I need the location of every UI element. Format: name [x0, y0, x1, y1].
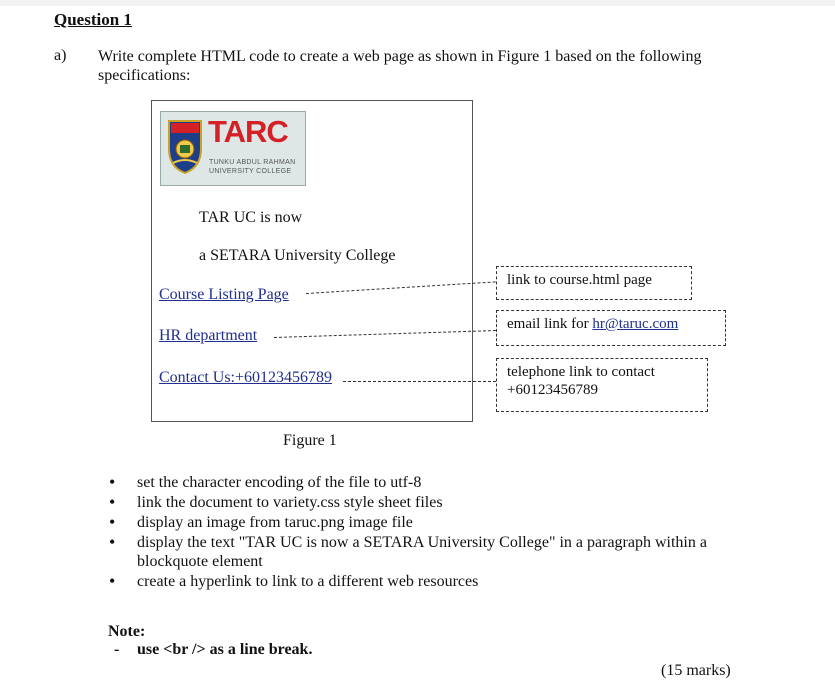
- connector-contact: [343, 381, 496, 382]
- callout-tel-line-2: +60123456789: [507, 382, 598, 398]
- marks-label: (15 marks): [661, 662, 731, 679]
- list-item: • display the text "TAR UC is now a SETARA University College" in a paragraph within a blockquote element: [108, 533, 748, 571]
- list-item: • display an image from taruc.png image file: [108, 513, 748, 532]
- callout-email-prefix: email link for: [507, 316, 593, 332]
- question-intro: Write complete HTML code to create a web page as shown in Figure 1 based on the following specifications:: [98, 48, 702, 84]
- crest-icon: [167, 119, 203, 175]
- figure-text-line-2: a SETARA University College: [199, 247, 396, 264]
- note-text: use <br /> as a line break.: [137, 641, 313, 658]
- logo-subtitle-2: UNIVERSITY COLLEGE: [209, 168, 292, 175]
- question-title: Question 1: [54, 10, 132, 29]
- logo-brand: TARC: [208, 114, 288, 149]
- page-top-bar: [0, 0, 835, 6]
- note-label: Note:: [108, 623, 146, 640]
- list-item: • create a hyperlink to link to a different web resources: [108, 572, 748, 591]
- hr-department-link[interactable]: HR department: [159, 327, 258, 344]
- callout-course-text: link to course.html page: [507, 272, 652, 288]
- specification-list: [108, 473, 748, 592]
- figure-text-line-1: TAR UC is now: [199, 209, 303, 226]
- contact-us-link[interactable]: Contact Us:+60123456789: [159, 369, 333, 386]
- callout-email-address: hr@taruc.com: [592, 316, 679, 332]
- callout-email: [496, 310, 726, 346]
- callout-course: [496, 266, 692, 300]
- callout-telephone: [496, 358, 708, 412]
- figure-caption: Figure 1: [283, 432, 337, 449]
- logo-subtitle-1: TUNKU ABDUL RAHMAN: [209, 159, 296, 166]
- note-dash: -: [114, 641, 120, 658]
- list-item: • set the character encoding of the file to utf-8: [108, 473, 748, 492]
- tarc-logo: [160, 111, 306, 186]
- list-item: • link the document to variety.css style sheet files: [108, 493, 748, 512]
- course-listing-link[interactable]: Course Listing Page: [159, 286, 289, 303]
- part-label: a): [54, 47, 67, 64]
- callout-tel-line-1: telephone link to contact: [507, 364, 655, 380]
